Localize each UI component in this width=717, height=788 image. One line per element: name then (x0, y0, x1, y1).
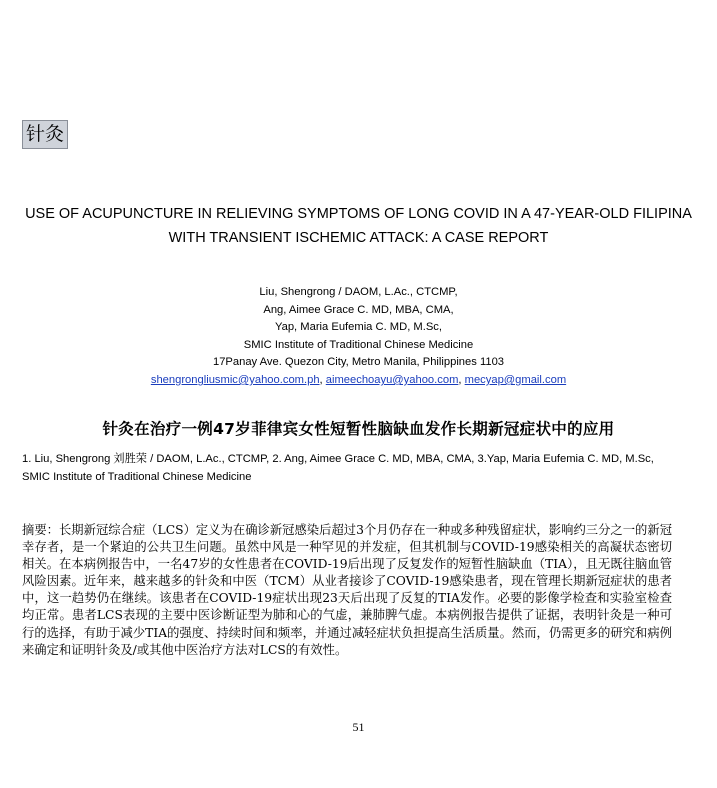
abstract-paragraph: 摘要：长期新冠综合症（LCS）定义为在确诊新冠感染后超过3个月仍存在一种或多种残留症状，影响约三分之一的新冠幸存者，是一个紧迫的公共卫生问题。虽然中风是一种罕见的并发症，但其机制与COVID-19感染相关的高凝状态密切相关。在本病例报告中，一名47岁的女性患者在COVID-19后出现了反复发作的短暂性脑缺血（TIA），且无既往脑血管风险因素。近年来，越来越多的针灸和中医（TCM）从业者接诊了COVID-19感染患者，现在管理长期新冠症状的患者中，这一趋势仍在继续。该患者在COVID-19症状出现23天后出现了反复的TIA发作。必要的影像学检查和实验室检查均正常。患者LCS表现的主要中医诊断证型为肺和心的气虚，兼肺脾气虚。本病例报告提供了证据，表明针灸是一种可行的选择，有助于减少TIA的强度、持续时间和频率，并通过减轻症状负担提高生活质量。然而，仍需更多的研究和病例来确定和证明针灸及/或其他中医治疗方法对LCS的有效性。 (22, 523, 672, 657)
chinese-author-line: 1. Liu, Shengrong 刘胜荣 / DAOM, L.Ac., CTCMP, 2. Ang, Aimee Grace C. MD, MBA, CMA, 3.Yap, Maria Eufemia C. MD, M.Sc, (22, 453, 654, 465)
chinese-institution-line: SMIC Institute of Traditional Chinese Medicine (22, 471, 252, 483)
institution-line: SMIC Institute of Traditional Chinese Medicine (243, 338, 474, 351)
chinese-title: 针灸在治疗一例47岁菲律宾女性短暂性脑缺血发作长期新冠症状中的应用 (102, 420, 615, 438)
email-link-ang[interactable]: aimeechoayu@yahoo.com (325, 373, 459, 386)
email-separator: , (458, 373, 465, 386)
email-row (0, 372, 717, 390)
title-line-2: WITH TRANSIENT ISCHEMIC ATTACK: A CASE REPORT (168, 230, 549, 246)
email-link-liu[interactable]: shengrongliusmic@yahoo.com.ph (150, 373, 320, 386)
page-number: 51 (352, 720, 365, 734)
email-separator: , (319, 373, 326, 386)
author-block (0, 284, 717, 390)
author-line: Ang, Aimee Grace C. MD, MBA, CMA, (263, 303, 454, 316)
paper-title (10, 202, 707, 250)
author-line: Liu, Shengrong / DAOM, L.Ac., CTCMP, (259, 286, 458, 298)
section-tag: 针灸 (22, 120, 68, 149)
chinese-author-block (22, 450, 702, 486)
title-line-1: USE OF ACUPUNCTURE IN RELIEVING SYMPTOMS OF LONG COVID IN A 47-YEAR-OLD FILIPINA (25, 206, 692, 222)
address-line: 17Panay Ave. Quezon City, Metro Manila, Philippines 1103 (212, 356, 505, 369)
email-link-yap[interactable]: mecyap@gmail.com (464, 373, 567, 386)
author-line: Yap, Maria Eufemia C. MD, M.Sc, (274, 321, 443, 334)
